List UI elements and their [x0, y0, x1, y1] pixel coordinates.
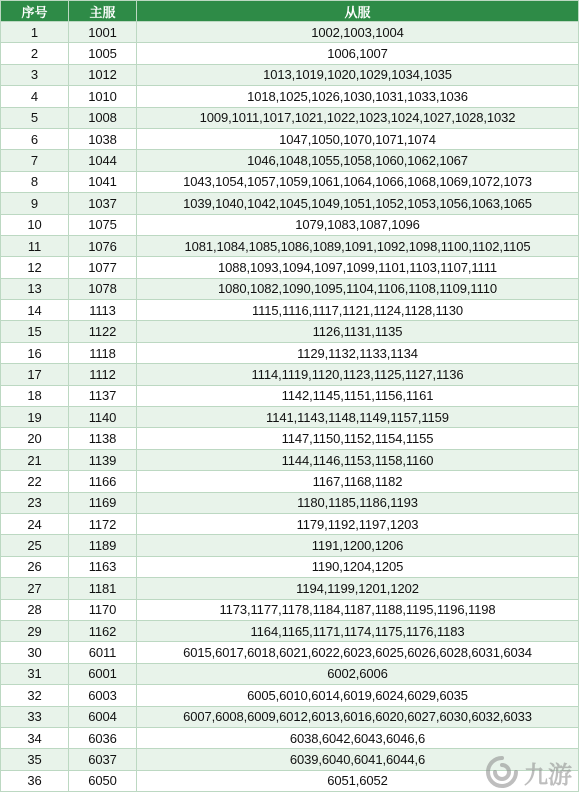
row-index: 6: [1, 128, 69, 149]
row-index: 18: [1, 385, 69, 406]
row-index: 19: [1, 407, 69, 428]
sub-servers-cell: 1009,1011,1017,1021,1022,1023,1024,1027,1028,1032: [137, 107, 579, 128]
table-row: [1, 107, 579, 128]
sub-servers-cell: 1144,1146,1153,1158,1160: [137, 449, 579, 470]
table-row: [1, 342, 579, 363]
table-row: [1, 385, 579, 406]
sub-servers-cell: 1147,1150,1152,1154,1155: [137, 428, 579, 449]
row-index: 9: [1, 193, 69, 214]
main-server-cell: 1172: [69, 513, 137, 534]
row-index: 21: [1, 449, 69, 470]
sub-servers-cell: 1142,1145,1151,1156,1161: [137, 385, 579, 406]
sub-servers-cell: 1088,1093,1094,1097,1099,1101,1103,1107,1111: [137, 257, 579, 278]
table-row: [1, 556, 579, 577]
table-row: [1, 471, 579, 492]
row-index: 25: [1, 535, 69, 556]
row-index: 30: [1, 642, 69, 663]
row-index: 17: [1, 364, 69, 385]
main-server-cell: 1078: [69, 278, 137, 299]
main-server-cell: 1170: [69, 599, 137, 620]
row-index: 36: [1, 770, 69, 791]
main-server-cell: 6011: [69, 642, 137, 663]
main-server-cell: 1012: [69, 64, 137, 85]
sub-servers-cell: 1129,1132,1133,1134: [137, 342, 579, 363]
row-index: 4: [1, 86, 69, 107]
sub-servers-cell: 1164,1165,1171,1174,1175,1176,1183: [137, 620, 579, 641]
sub-servers-cell: 6015,6017,6018,6021,6022,6023,6025,6026,6028,6031,6034: [137, 642, 579, 663]
main-server-cell: 1166: [69, 471, 137, 492]
row-index: 31: [1, 663, 69, 684]
sub-servers-cell: 1190,1204,1205: [137, 556, 579, 577]
watermark-text: 九游: [524, 760, 572, 789]
table-row: [1, 685, 579, 706]
header-main-server: 主服: [69, 1, 137, 22]
main-server-cell: 1181: [69, 578, 137, 599]
row-index: 27: [1, 578, 69, 599]
sub-servers-cell: 1191,1200,1206: [137, 535, 579, 556]
table-header-row: [1, 1, 579, 22]
header-index: 序号: [1, 1, 69, 22]
main-server-cell: 1037: [69, 193, 137, 214]
table-row: [1, 620, 579, 641]
row-index: 16: [1, 342, 69, 363]
main-server-cell: 6037: [69, 749, 137, 770]
row-index: 14: [1, 300, 69, 321]
table-row: [1, 642, 579, 663]
header-sub-servers: 从服: [137, 1, 579, 22]
row-index: 24: [1, 513, 69, 534]
main-server-cell: 1162: [69, 620, 137, 641]
sub-servers-cell: 6002,6006: [137, 663, 579, 684]
row-index: 28: [1, 599, 69, 620]
table-row: [1, 407, 579, 428]
main-server-cell: 1112: [69, 364, 137, 385]
table-row: [1, 300, 579, 321]
main-server-cell: 6050: [69, 770, 137, 791]
main-server-cell: 1075: [69, 214, 137, 235]
main-server-cell: 1113: [69, 300, 137, 321]
table-row: [1, 513, 579, 534]
main-server-cell: 1041: [69, 171, 137, 192]
main-server-cell: 1163: [69, 556, 137, 577]
sub-servers-cell: 6005,6010,6014,6019,6024,6029,6035: [137, 685, 579, 706]
main-server-cell: 1008: [69, 107, 137, 128]
main-server-cell: 6001: [69, 663, 137, 684]
sub-servers-cell: 1126,1131,1135: [137, 321, 579, 342]
sub-servers-cell: 1141,1143,1148,1149,1157,1159: [137, 407, 579, 428]
sub-servers-cell: 1047,1050,1070,1071,1074: [137, 128, 579, 149]
main-server-cell: 6003: [69, 685, 137, 706]
row-index: 33: [1, 706, 69, 727]
row-index: 32: [1, 685, 69, 706]
jiuyou-logo-icon: [484, 754, 520, 790]
row-index: 12: [1, 257, 69, 278]
table-row: [1, 599, 579, 620]
table-row: [1, 214, 579, 235]
table-row: [1, 663, 579, 684]
main-server-cell: 1139: [69, 449, 137, 470]
main-server-cell: 1001: [69, 22, 137, 43]
main-server-cell: 6036: [69, 727, 137, 748]
sub-servers-cell: 1115,1116,1117,1121,1124,1128,1130: [137, 300, 579, 321]
row-index: 8: [1, 171, 69, 192]
sub-servers-cell: 1043,1054,1057,1059,1061,1064,1066,1068,1069,1072,1073: [137, 171, 579, 192]
main-server-cell: 1076: [69, 235, 137, 256]
watermark: [484, 754, 572, 790]
table-row: [1, 364, 579, 385]
sub-servers-cell: 1179,1192,1197,1203: [137, 513, 579, 534]
row-index: 23: [1, 492, 69, 513]
table-row: [1, 492, 579, 513]
row-index: 1: [1, 22, 69, 43]
row-index: 5: [1, 107, 69, 128]
table-row: [1, 449, 579, 470]
row-index: 26: [1, 556, 69, 577]
table-row: [1, 86, 579, 107]
table-row: [1, 428, 579, 449]
sub-servers-cell: 1080,1082,1090,1095,1104,1106,1108,1109,1110: [137, 278, 579, 299]
table-row: [1, 171, 579, 192]
table-row: [1, 150, 579, 171]
table-row: [1, 578, 579, 599]
main-server-cell: 1140: [69, 407, 137, 428]
main-server-cell: 1138: [69, 428, 137, 449]
main-server-cell: 1137: [69, 385, 137, 406]
row-index: 13: [1, 278, 69, 299]
main-server-cell: 1189: [69, 535, 137, 556]
row-index: 10: [1, 214, 69, 235]
sub-servers-cell: 6038,6042,6043,6046,6: [137, 727, 579, 748]
sub-servers-cell: 1114,1119,1120,1123,1125,1127,1136: [137, 364, 579, 385]
table-row: [1, 128, 579, 149]
row-index: 29: [1, 620, 69, 641]
table-row: [1, 235, 579, 256]
row-index: 3: [1, 64, 69, 85]
main-server-cell: 1077: [69, 257, 137, 278]
main-server-cell: 1005: [69, 43, 137, 64]
sub-servers-cell: 1002,1003,1004: [137, 22, 579, 43]
table-row: [1, 22, 579, 43]
row-index: 2: [1, 43, 69, 64]
sub-servers-cell: 1039,1040,1042,1045,1049,1051,1052,1053,1056,1063,1065: [137, 193, 579, 214]
sub-servers-cell: 1013,1019,1020,1029,1034,1035: [137, 64, 579, 85]
table-row: [1, 193, 579, 214]
sub-servers-cell: 6051,6052: [137, 770, 579, 791]
main-server-cell: 1169: [69, 492, 137, 513]
sub-servers-cell: 6007,6008,6009,6012,6013,6016,6020,6027,6030,6032,6033: [137, 706, 579, 727]
row-index: 20: [1, 428, 69, 449]
sub-servers-cell: 1194,1199,1201,1202: [137, 578, 579, 599]
main-server-cell: 1118: [69, 342, 137, 363]
table-row: [1, 727, 579, 748]
sub-servers-cell: 1173,1177,1178,1184,1187,1188,1195,1196,1198: [137, 599, 579, 620]
table-row: [1, 43, 579, 64]
table-row: [1, 535, 579, 556]
sub-servers-cell: 1081,1084,1085,1086,1089,1091,1092,1098,1100,1102,1105: [137, 235, 579, 256]
main-server-cell: 6004: [69, 706, 137, 727]
row-index: 35: [1, 749, 69, 770]
table-row: [1, 257, 579, 278]
table-row: [1, 706, 579, 727]
table-row: [1, 321, 579, 342]
sub-servers-cell: 1079,1083,1087,1096: [137, 214, 579, 235]
sub-servers-cell: 1006,1007: [137, 43, 579, 64]
sub-servers-cell: 1167,1168,1182: [137, 471, 579, 492]
sub-servers-cell: 1046,1048,1055,1058,1060,1062,1067: [137, 150, 579, 171]
main-server-cell: 1122: [69, 321, 137, 342]
row-index: 15: [1, 321, 69, 342]
main-server-cell: 1044: [69, 150, 137, 171]
sub-servers-cell: 1180,1185,1186,1193: [137, 492, 579, 513]
sub-servers-cell: 6039,6040,6041,6044,6: [137, 749, 579, 770]
row-index: 11: [1, 235, 69, 256]
row-index: 34: [1, 727, 69, 748]
main-server-cell: 1010: [69, 86, 137, 107]
main-server-cell: 1038: [69, 128, 137, 149]
row-index: 22: [1, 471, 69, 492]
table-row: [1, 64, 579, 85]
table-row: [1, 278, 579, 299]
row-index: 7: [1, 150, 69, 171]
sub-servers-cell: 1018,1025,1026,1030,1031,1033,1036: [137, 86, 579, 107]
